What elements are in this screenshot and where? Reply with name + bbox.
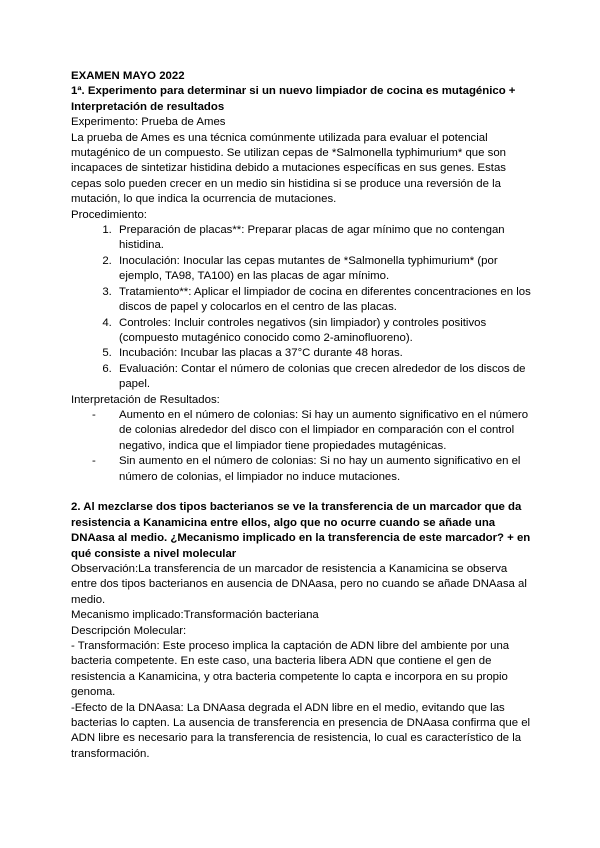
question-1-heading: 1ª. Experimento para determinar si un nuevo limpiador de cocina es mutagénico + Interpretación de resultados [71, 85, 516, 113]
description-label: Descripción Molecular: [71, 624, 187, 637]
dash-bullet: - [92, 408, 96, 421]
procedure-step: 4. Controles: Incluir controles negativos (sin limpiador) y controles positivos (compuesto mutagénico conocido como 2-aminofluoreno). [115, 316, 531, 347]
interpretation-item [92, 408, 531, 454]
procedure-label: Procedimiento: [71, 208, 147, 221]
procedure-step: 2. Inoculación: Inocular las cepas mutantes de *Salmonella typhimurium* (por ejemplo, TA98, TA100) en las placas de agar mínimo. [115, 254, 531, 285]
ames-intro-paragraph: La prueba de Ames es una técnica comúnmente utilizada para evaluar el potencial mutagénico de un compuesto. Se utilizan cepas de *Salmonella typhimurium* que son incapaces de sintetizar histidina debido a mutaciones específicas en sus genes. Estas cepas solo pueden crecer en un medio sin histidina si se produce una reversión de la mutación, lo que indica la ocurrencia de mutaciones. [71, 131, 506, 206]
experiment-name: Experimento: Prueba de Ames [71, 116, 226, 129]
interpretation-label: Interpretación de Resultados: [71, 393, 220, 406]
procedure-step: 3. Tratamiento**: Aplicar el limpiador de cocina en diferentes concentraciones en los discos de papel y colocarlos en el centro de las placas. [115, 285, 531, 316]
interpretation-text: Aumento en el número de colonias: Si hay un aumento significativo en el número de colonias alrededor del disco con el limpiador en comparación con el control negativo, indica que el limpiador tiene propiedades mutagénicas. [119, 408, 529, 452]
transformation-paragraph: - Transformación: Este proceso implica la captación de ADN libre del ambiente por una bacteria competente. En este caso, una bacteria libera ADN que contiene el gen de resistencia a Kanamicina, y otra bacteria competente lo capta e incorpora en su propio genoma. [71, 640, 510, 699]
procedure-step: 1. Preparación de placas**: Preparar placas de agar mínimo que no contengan histidina. [115, 223, 531, 254]
interpretation-list [71, 408, 531, 485]
procedure-list [71, 223, 531, 392]
document-body [71, 69, 531, 762]
exam-title: EXAMEN MAYO 2022 [71, 70, 185, 82]
section-spacer [71, 485, 531, 500]
observation-paragraph: Observación:La transferencia de un marcador de resistencia a Kanamicina se observa entre dos tipos bacterianos en ausencia de DNAasa, pero no cuando se añade DNAasa al medio. [71, 562, 527, 606]
mechanism-line: Mecanismo implicado:Transformación bacteriana [71, 609, 319, 622]
interpretation-item [92, 454, 531, 485]
dash-bullet: - [92, 455, 96, 468]
dnase-effect-paragraph: -Efecto de la DNAasa: La DNAasa degrada el ADN libre en el medio, evitando que las bacterias lo capten. La ausencia de transferencia en presencia de DNAasa confirma que el ADN libre es necesario para la transferencia de resistencia, lo cual es característico de la transformación. [71, 701, 531, 760]
question-2-heading: 2. Al mezclarse dos tipos bacterianos se ve la transferencia de un marcador que da resistencia a Kanamicina entre ellos, algo que no ocurre cuando se añade una DNAasa al medio. ¿Mecanismo implicado en la transferencia de este marcador? + en qué consiste a nivel molecular [71, 501, 531, 560]
procedure-step: 5. Incubación: Incubar las placas a 37°C durante 48 horas. [115, 346, 531, 361]
interpretation-text: Sin aumento en el número de colonias: Si no hay un aumento significativo en el número de colonias, el limpiador no induce mutaciones. [119, 455, 521, 483]
procedure-step: 6. Evaluación: Contar el número de colonias que crecen alrededor de los discos de papel. [115, 362, 531, 393]
